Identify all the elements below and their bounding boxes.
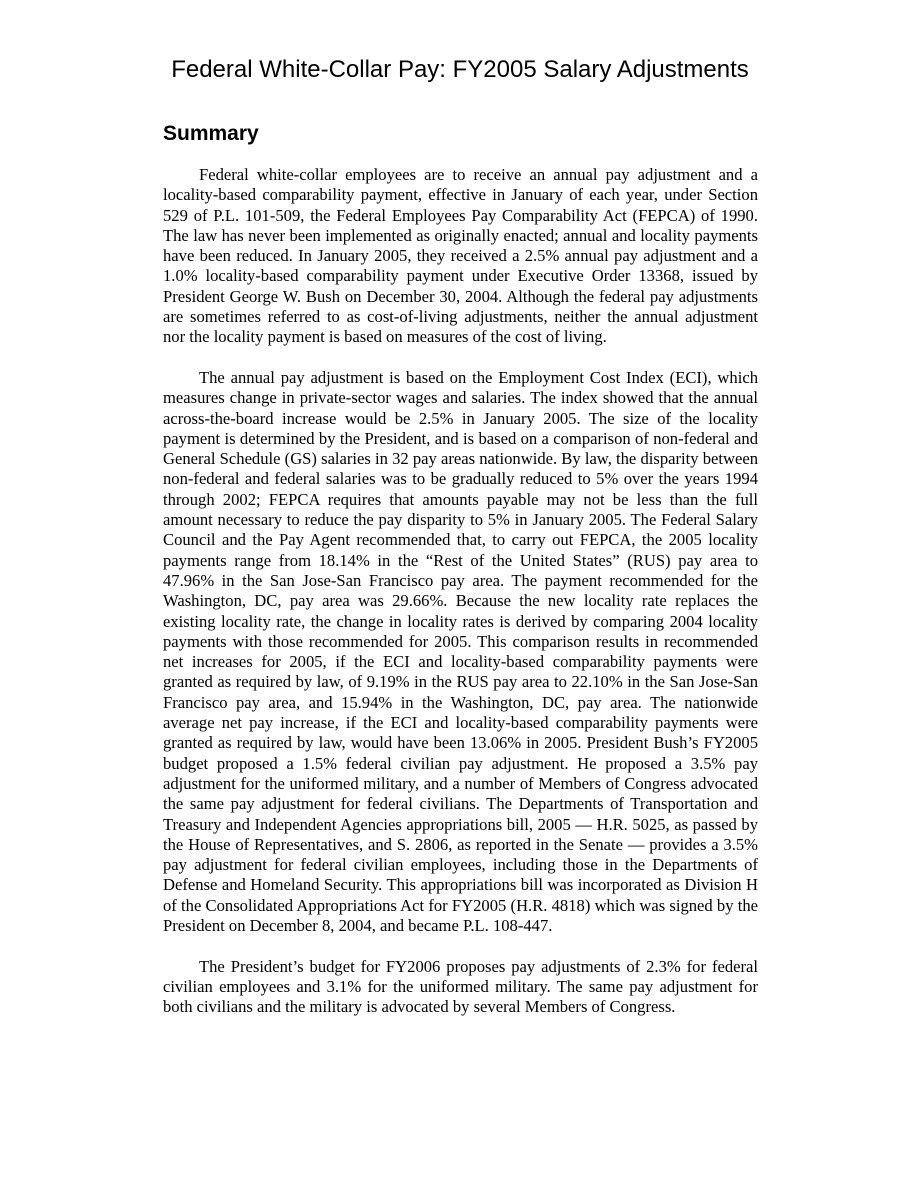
paragraph: The President’s budget for FY2006 proposes pay adjustments of 2.3% for federal civilian employees and 3.1% for the uniformed military. The same pay adjustment for both civilians and the military is advocated by several Members of Congress.: [163, 956, 758, 1017]
paragraph: The annual pay adjustment is based on the Employment Cost Index (ECI), which measures change in private-sector wages and salaries. The index showed that the annual across-the-board increase would be 2.5% in January 2005. The size of the locality payment is determined by the President, and is based on a comparison of non-federal and General Schedule (GS) salaries in 32 pay areas nationwide. By law, the disparity between non-federal and federal salaries was to be gradually reduced to 5% over the years 1994 through 2002; FEPCA requires that amounts payable may not be less than the full amount necessary to reduce the pay disparity to 5% in January 2005. The Federal Salary Council and the Pay Agent recommended that, to carry out FEPCA, the 2005 locality payments range from 18.14% in the “Rest of the United States” (RUS) pay area to 47.96% in the San Jose-San Francisco pay area. The payment recommended for the Washington, DC, pay area was 29.66%. Because the new locality rate replaces the existing locality rate, the change in locality rates is derived by comparing 2004 locality payments with those recommended for 2005. This comparison results in recommended net increases for 2005, if the ECI and locality-based comparability payments were granted as required by law, of 9.19% in the RUS pay area to 22.10% in the San Jose-San Francisco pay area, and 15.94% in the Washington, DC, pay area. The nationwide average net pay increase, if the ECI and locality-based comparability payments were granted as required by law, would have been 13.06% in 2005. President Bush’s FY2005 budget proposed a 1.5% federal civilian pay adjustment. He proposed a 3.5% pay adjustment for the uniformed military, and a number of Members of Congress advocated the same pay adjustment for federal civilians. The Departments of Transportation and Treasury and Independent Agencies appropriations bill, 2005 — H.R. 5025, as passed by the House of Representatives, and S. 2806, as reported in the Senate — provides a 3.5% pay adjustment for federal civilian employees, including those in the Departments of Defense and Homeland Security. This appropriations bill was incorporated as Division H of the Consolidated Appropriations Act for FY2005 (H.R. 4818) which was signed by the President on December 8, 2004, and became P.L. 108-447.: [163, 367, 758, 935]
section-heading-summary: Summary: [163, 122, 259, 145]
paragraph: Federal white-collar employees are to receive an annual pay adjustment and a locality-based comparability payment, effective in January of each year, under Section 529 of P.L. 101-509, the Federal Employees Pay Comparability Act (FEPCA) of 1990. The law has never been implemented as originally enacted; annual and locality payments have been reduced. In January 2005, they received a 2.5% annual pay adjustment and a 1.0% locality-based comparability payment under Executive Order 13368, issued by President George W. Bush on December 30, 2004. Although the federal pay adjustments are sometimes referred to as cost-of-living adjustments, neither the annual adjustment nor the locality payment is based on measures of the cost of living.: [163, 165, 758, 347]
summary-body: [163, 165, 758, 1038]
document-title: Federal White-Collar Pay: FY2005 Salary Adjustments: [171, 56, 749, 83]
